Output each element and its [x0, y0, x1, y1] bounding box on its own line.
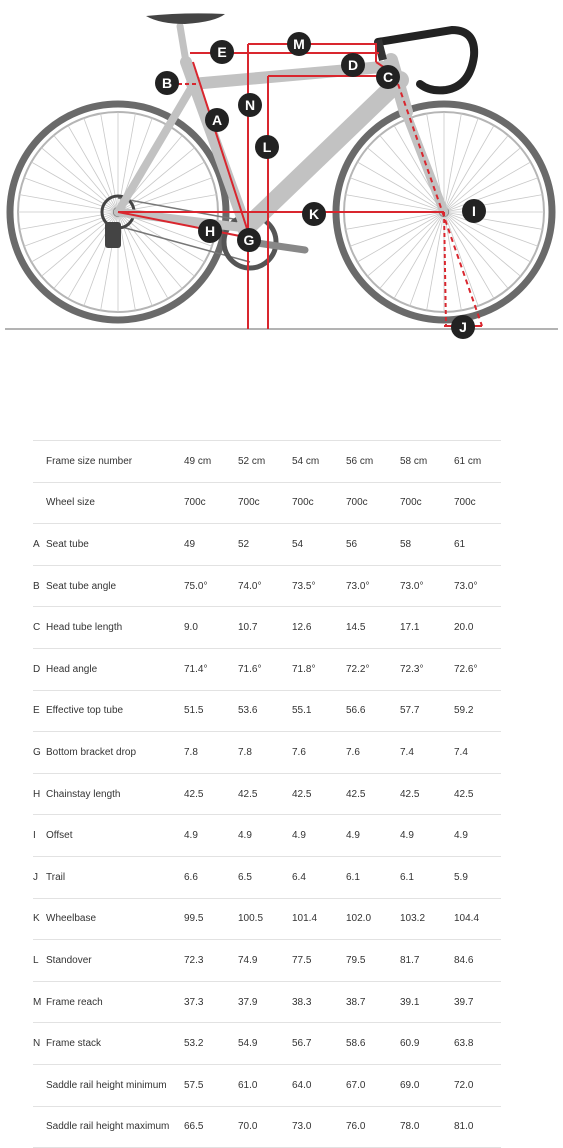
marker-h: [198, 219, 222, 243]
cell-size-56: 72.2°: [346, 663, 370, 675]
header-size-58: 58 cm: [400, 455, 428, 467]
cell-size-52: 100.5: [238, 913, 264, 925]
cell-size-56: 700c: [346, 497, 368, 509]
cell-size-49: 4.9: [184, 830, 198, 842]
cell-size-61: 73.0°: [454, 580, 478, 592]
cell-size-52: 61.0: [238, 1079, 258, 1091]
cell-size-52: 74.9: [238, 954, 258, 966]
row-letter: I: [33, 830, 36, 842]
svg-text:A: A: [211, 112, 223, 128]
cell-size-58: 6.1: [400, 871, 414, 883]
row-label: Saddle rail height maximum: [46, 1121, 170, 1133]
row-letter: H: [33, 788, 41, 800]
cell-size-58: 69.0: [400, 1079, 420, 1091]
table-row: [33, 1106, 501, 1148]
table-row: [33, 565, 501, 607]
cell-size-49: 7.8: [184, 746, 198, 758]
cell-size-54: 6.4: [292, 871, 306, 883]
marker-j: [451, 315, 475, 339]
marker-k: [302, 202, 326, 226]
cell-size-49: 72.3: [184, 954, 204, 966]
cell-size-52: 54.9: [238, 1038, 258, 1050]
row-letter: [33, 1106, 46, 1148]
row-letter: B: [33, 580, 40, 592]
cell-size-58: 73.0°: [400, 580, 424, 592]
cell-size-58: 60.9: [400, 1038, 420, 1050]
cell-size-54: 54: [292, 538, 304, 550]
marker-n: [238, 93, 262, 117]
cell-size-52: 71.6°: [238, 663, 262, 675]
cell-size-54: 12.6: [292, 622, 312, 634]
svg-text:N: N: [244, 97, 256, 113]
cell-size-61: 20.0: [454, 622, 474, 634]
cell-size-56: 76.0: [346, 1121, 366, 1133]
cell-size-61: 104.4: [454, 913, 480, 925]
cell-size-56: 102.0: [346, 913, 372, 925]
marker-l: [255, 135, 279, 159]
table-row: [33, 815, 501, 857]
table-row: [33, 690, 501, 732]
row-letter: G: [33, 746, 41, 758]
table-row: [33, 981, 501, 1023]
svg-text:M: M: [293, 36, 305, 52]
marker-m: [287, 32, 311, 56]
cell-size-52: 74.0°: [238, 580, 262, 592]
row-label: Saddle rail height minimum: [46, 1079, 167, 1091]
row-letter: [33, 1064, 46, 1106]
geometry-table: [33, 440, 501, 1148]
cell-size-49: 49: [184, 538, 196, 550]
cell-size-58: 103.2: [400, 913, 426, 925]
table-row: [33, 482, 501, 524]
cell-size-52: 7.8: [238, 746, 252, 758]
row-label: Head angle: [46, 663, 98, 675]
cell-size-54: 64.0: [292, 1079, 312, 1091]
table-row: [33, 773, 501, 815]
cell-size-49: 99.5: [184, 913, 204, 925]
cell-size-56: 6.1: [346, 871, 360, 883]
cell-size-58: 78.0: [400, 1121, 420, 1133]
cell-size-49: 75.0°: [184, 580, 208, 592]
cell-size-61: 7.4: [454, 746, 468, 758]
marker-c: [376, 65, 400, 89]
cell-size-52: 52: [238, 538, 250, 550]
cell-size-58: 7.4: [400, 746, 414, 758]
header-label: Frame size number: [46, 455, 133, 467]
marker-i: [462, 199, 486, 223]
cell-size-54: 4.9: [292, 830, 306, 842]
cell-size-56: 14.5: [346, 622, 366, 634]
svg-text:I: I: [472, 203, 476, 219]
row-letter: N: [33, 1038, 41, 1050]
cell-size-58: 58: [400, 538, 412, 550]
cell-size-61: 39.7: [454, 996, 474, 1008]
cell-size-61: 84.6: [454, 954, 474, 966]
cell-size-61: 72.0: [454, 1079, 474, 1091]
row-letter: [33, 441, 46, 483]
cell-size-58: 17.1: [400, 622, 420, 634]
cell-size-49: 700c: [184, 497, 206, 509]
cell-size-56: 58.6: [346, 1038, 366, 1050]
row-label: Offset: [46, 830, 73, 842]
cell-size-49: 71.4°: [184, 663, 208, 675]
cell-size-61: 63.8: [454, 1038, 474, 1050]
cell-size-54: 73.5°: [292, 580, 316, 592]
marker-d: [341, 53, 365, 77]
cell-size-61: 700c: [454, 497, 476, 509]
cell-size-54: 77.5: [292, 954, 312, 966]
cell-size-61: 42.5: [454, 788, 474, 800]
marker-a: [205, 108, 229, 132]
cell-size-56: 4.9: [346, 830, 360, 842]
header-size-49: 49 cm: [184, 455, 212, 467]
svg-text:K: K: [308, 206, 320, 222]
marker-e: [210, 40, 234, 64]
svg-text:C: C: [382, 69, 394, 85]
cell-size-58: 72.3°: [400, 663, 424, 675]
cell-size-54: 101.4: [292, 913, 318, 925]
row-label: Seat tube: [46, 538, 89, 550]
cell-size-56: 38.7: [346, 996, 366, 1008]
stem: [378, 40, 383, 60]
row-letter: D: [33, 663, 41, 675]
cell-size-52: 37.9: [238, 996, 258, 1008]
row-letter: A: [33, 538, 40, 550]
table-row: [33, 648, 501, 690]
cell-size-49: 37.3: [184, 996, 204, 1008]
cell-size-54: 7.6: [292, 746, 306, 758]
table-row: [33, 607, 501, 649]
cell-size-49: 66.5: [184, 1121, 204, 1133]
cell-size-56: 7.6: [346, 746, 360, 758]
row-label: Head tube length: [46, 622, 123, 634]
row-letter: L: [33, 954, 39, 966]
svg-text:G: G: [243, 232, 255, 248]
cell-size-49: 6.6: [184, 871, 198, 883]
header-size-56: 56 cm: [346, 455, 374, 467]
marker-b: [155, 71, 179, 95]
cell-size-49: 9.0: [184, 622, 198, 634]
bike-geometry-diagram: [0, 0, 563, 345]
cell-size-49: 57.5: [184, 1079, 204, 1091]
row-label: Frame reach: [46, 996, 103, 1008]
header-size-52: 52 cm: [238, 455, 266, 467]
row-letter: [33, 482, 46, 524]
svg-text:D: D: [347, 57, 359, 73]
cell-size-49: 51.5: [184, 705, 204, 717]
row-label: Frame stack: [46, 1038, 102, 1050]
table-row: [33, 1023, 501, 1065]
table-row: [33, 524, 501, 566]
table-row: [33, 898, 501, 940]
cell-size-58: 700c: [400, 497, 422, 509]
row-label: Seat tube angle: [46, 580, 117, 592]
cell-size-54: 56.7: [292, 1038, 312, 1050]
header-size-54: 54 cm: [292, 455, 320, 467]
row-label: Chainstay length: [46, 788, 121, 800]
cell-size-52: 10.7: [238, 622, 258, 634]
cell-size-52: 700c: [238, 497, 260, 509]
svg-text:B: B: [161, 75, 173, 91]
cell-size-49: 42.5: [184, 788, 204, 800]
cell-size-54: 73.0: [292, 1121, 312, 1133]
cell-size-52: 4.9: [238, 830, 252, 842]
cell-size-52: 53.6: [238, 705, 258, 717]
row-letter: K: [33, 913, 40, 925]
svg-text:L: L: [262, 139, 272, 155]
cell-size-54: 71.8°: [292, 663, 316, 675]
row-label: Bottom bracket drop: [46, 746, 137, 758]
row-letter: J: [33, 871, 38, 883]
table-row: [33, 732, 501, 774]
cell-size-56: 56.6: [346, 705, 366, 717]
row-label: Wheel size: [46, 497, 95, 509]
cell-size-54: 42.5: [292, 788, 312, 800]
cell-size-56: 73.0°: [346, 580, 370, 592]
marker-g: [237, 228, 261, 252]
table-row: [33, 856, 501, 898]
row-label: Trail: [46, 871, 66, 883]
row-label: Effective top tube: [46, 705, 124, 717]
cell-size-52: 6.5: [238, 871, 252, 883]
cell-size-56: 67.0: [346, 1079, 366, 1091]
table-row: [33, 940, 501, 982]
cell-size-58: 81.7: [400, 954, 420, 966]
cell-size-61: 4.9: [454, 830, 468, 842]
table-header-row: [33, 441, 501, 483]
saddle: [146, 13, 225, 24]
row-letter: E: [33, 705, 40, 717]
cell-size-54: 38.3: [292, 996, 312, 1008]
cell-size-56: 56: [346, 538, 358, 550]
cell-size-61: 81.0: [454, 1121, 474, 1133]
cell-size-61: 59.2: [454, 705, 474, 717]
cell-size-54: 700c: [292, 497, 314, 509]
cell-size-58: 4.9: [400, 830, 414, 842]
row-letter: M: [33, 996, 42, 1008]
cell-size-52: 42.5: [238, 788, 258, 800]
svg-text:E: E: [217, 44, 227, 60]
row-letter: C: [33, 622, 41, 634]
cell-size-58: 57.7: [400, 705, 420, 717]
cell-size-52: 70.0: [238, 1121, 258, 1133]
cell-size-56: 79.5: [346, 954, 366, 966]
cell-size-61: 61: [454, 538, 466, 550]
cell-size-58: 42.5: [400, 788, 420, 800]
cell-size-56: 42.5: [346, 788, 366, 800]
table-row: [33, 1064, 501, 1106]
cell-size-61: 72.6°: [454, 663, 478, 675]
row-label: Wheelbase: [46, 913, 97, 925]
cell-size-54: 55.1: [292, 705, 312, 717]
svg-text:J: J: [459, 319, 467, 335]
cell-size-58: 39.1: [400, 996, 420, 1008]
row-label: Standover: [46, 954, 92, 966]
cell-size-49: 53.2: [184, 1038, 204, 1050]
svg-text:H: H: [204, 223, 216, 239]
cell-size-61: 5.9: [454, 871, 468, 883]
header-size-61: 61 cm: [454, 455, 482, 467]
